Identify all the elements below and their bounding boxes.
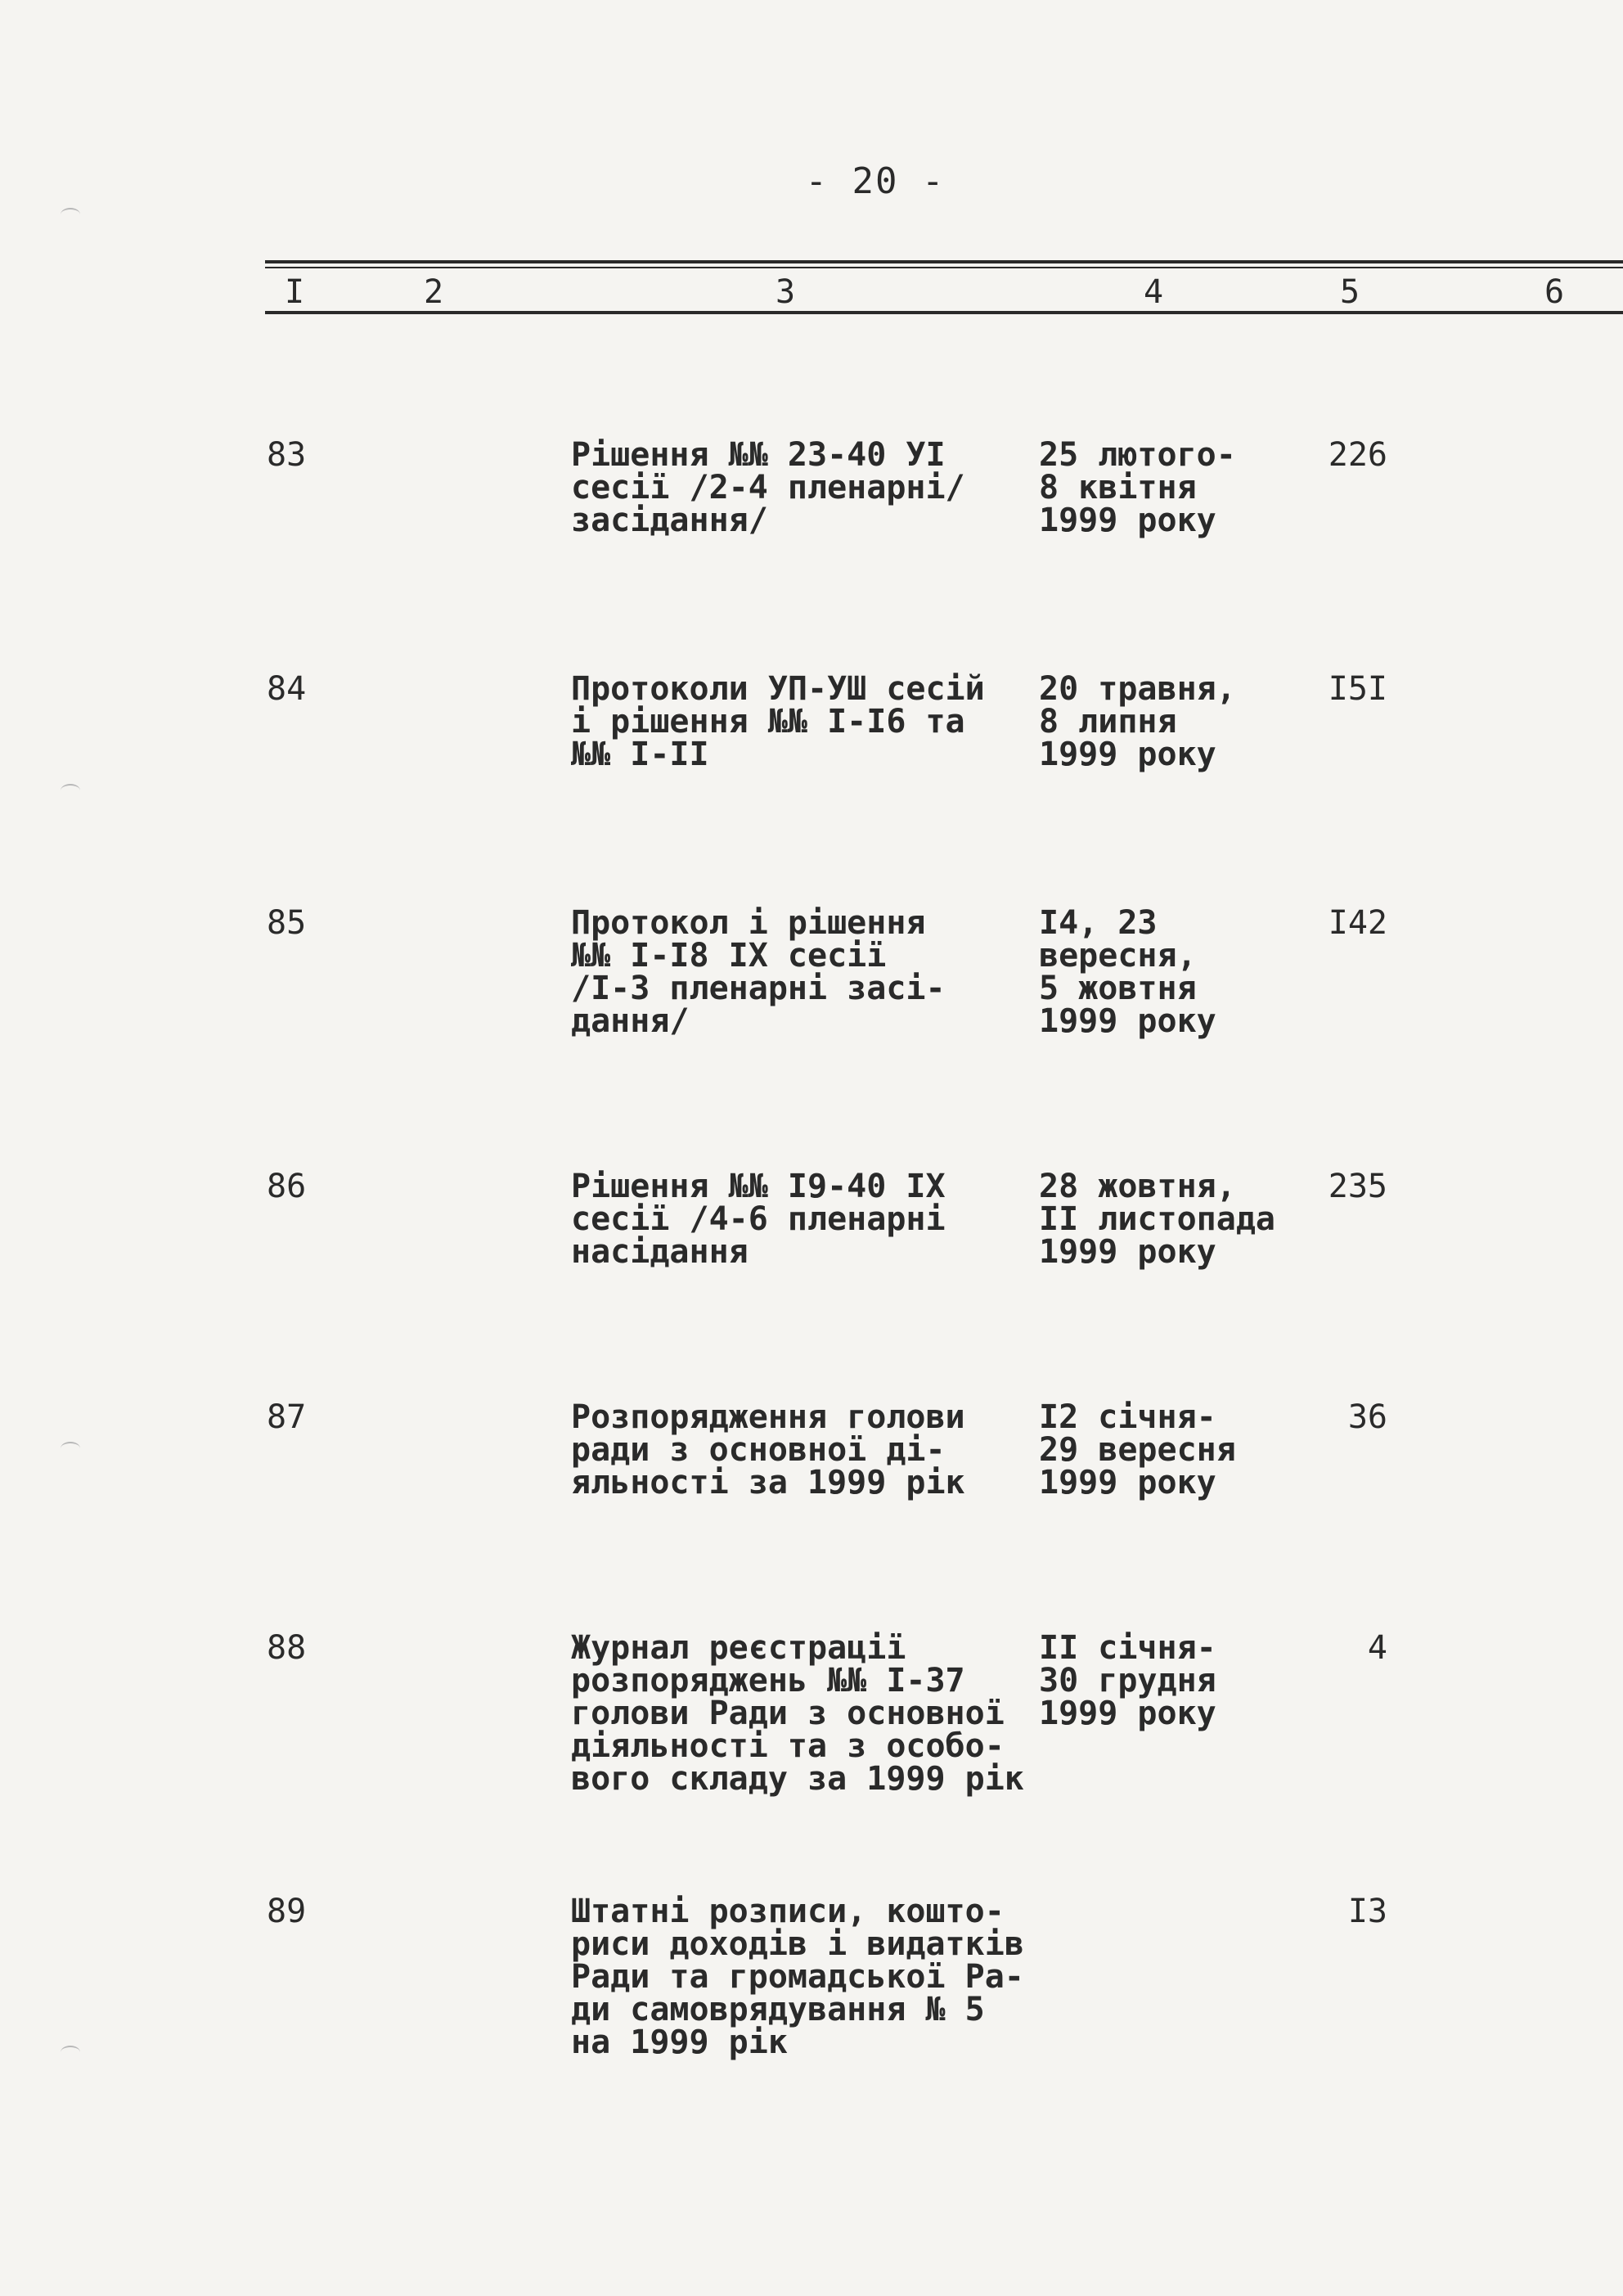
binding-hole-mark — [61, 1442, 80, 1455]
row-dates: 28 жовтня, II листопада 1999 року — [1039, 1168, 1275, 1271]
header-top-rule — [265, 260, 1623, 263]
row-number: 86 — [267, 1168, 307, 1205]
column-header: 2 — [423, 273, 444, 311]
row-description: Рішення №№ I9-40 IX сесії /4-6 пленарні насідання — [571, 1168, 946, 1271]
row-sheet-count: 226 — [1328, 436, 1387, 474]
column-header: I — [284, 273, 305, 311]
row-dates: II січня- 30 грудня 1999 року — [1039, 1629, 1216, 1732]
row-description: Розпорядження голови ради з основної ді- яльності за 1999 рік — [571, 1398, 965, 1501]
binding-hole-mark — [61, 784, 80, 797]
row-dates: 25 лютого- 8 квітня 1999 року — [1039, 436, 1236, 539]
row-description: Штатні розписи, кошто- риси доходів і видатків Ради та громадської Ра- ди самоврядування № 5 на 1999 рік — [571, 1893, 1024, 2061]
row-sheet-count: I3 — [1347, 1893, 1387, 1930]
row-number: 84 — [267, 670, 307, 708]
row-description: Рішення №№ 23-40 УІ сесії /2-4 пленарні/ засідання/ — [571, 436, 965, 539]
row-dates: I2 січня- 29 вересня 1999 року — [1039, 1398, 1236, 1501]
row-description: Протокол і рішення №№ I-I8 IX сесії /I-3 пленарні засі- дання/ — [571, 904, 946, 1040]
column-header: 4 — [1143, 273, 1164, 311]
column-header: 6 — [1544, 273, 1565, 311]
binding-hole-mark — [61, 208, 80, 221]
row-sheet-count: 36 — [1347, 1398, 1387, 1436]
row-sheet-count: I5I — [1328, 670, 1387, 708]
row-sheet-count: I42 — [1328, 904, 1387, 942]
row-number: 85 — [267, 904, 307, 942]
binding-hole-mark — [61, 2046, 80, 2059]
header-bottom-rule — [265, 311, 1623, 314]
row-number: 83 — [267, 436, 307, 474]
row-description: Журнал реєстрації розпоряджень №№ I-37 голови Ради з основної діяльності та з особо- вого складу за 1999 рік — [571, 1629, 1024, 1798]
row-dates: I4, 23 вересня, 5 жовтня 1999 року — [1039, 904, 1216, 1040]
row-sheet-count: 235 — [1328, 1168, 1387, 1205]
row-number: 89 — [267, 1893, 307, 1930]
row-description: Протоколи УП-УШ сесій і рішення №№ I-I6 та №№ I-II — [571, 670, 985, 773]
column-header-row — [0, 273, 1623, 309]
header-top-rule-thin — [265, 267, 1623, 268]
column-header: 5 — [1339, 273, 1360, 311]
row-sheet-count: 4 — [1367, 1629, 1387, 1667]
row-number: 87 — [267, 1398, 307, 1436]
page-number: - 20 - — [805, 160, 946, 202]
column-header: 3 — [775, 273, 796, 311]
row-dates: 20 травня, 8 липня 1999 року — [1039, 670, 1236, 773]
row-number: 88 — [267, 1629, 307, 1667]
